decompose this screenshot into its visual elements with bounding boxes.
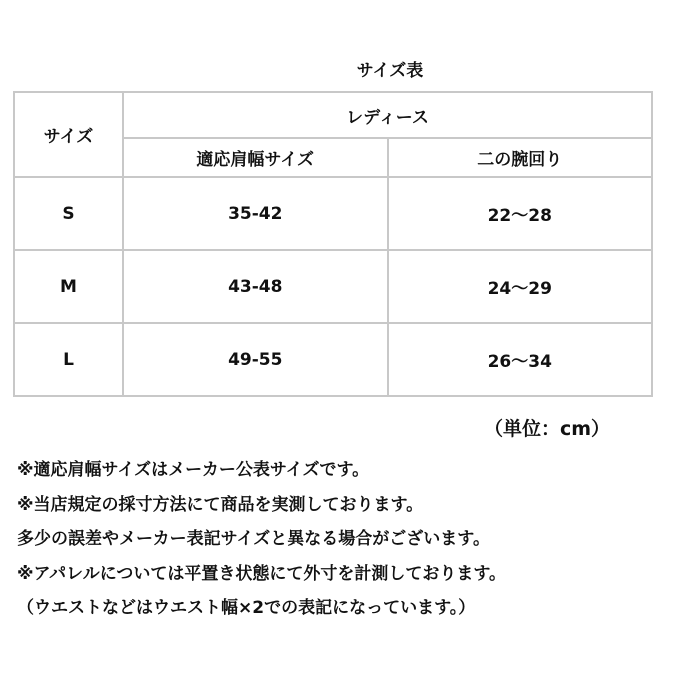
table-row — [14, 250, 652, 323]
size-cell: L — [14, 323, 123, 396]
size-cell: M — [14, 250, 123, 323]
note-line: ※適応肩幅サイズはメーカー公表サイズです。 — [17, 460, 370, 480]
upper-arm-header: 二の腕回り — [388, 138, 653, 177]
table-row — [14, 177, 652, 250]
arm-cell: 22～28 — [388, 177, 653, 250]
note-line: ※アパレルについては平置き状態にて外寸を計測しております。 — [17, 563, 507, 584]
ladies-group-header: レディース — [123, 92, 652, 138]
shoulder-width-header: 適応肩幅サイズ — [123, 138, 388, 177]
size-table — [13, 91, 653, 397]
note-line: 多少の誤差やメーカー表記サイズと異なる場合がございます。 — [17, 529, 490, 549]
arm-cell: 24～29 — [388, 250, 653, 323]
page-title: サイズ表 — [356, 61, 424, 81]
note-line: （ウエストなどはウエスト幅×2での表記になっています。） — [17, 598, 476, 618]
table-row — [14, 323, 652, 396]
shoulder-cell: 35-42 — [123, 177, 388, 250]
size-cell: S — [14, 177, 123, 250]
arm-cell: 26～34 — [388, 323, 653, 396]
shoulder-cell: 49-55 — [123, 323, 388, 396]
notes-list — [17, 458, 697, 631]
size-column-header: サイズ — [14, 92, 123, 177]
note-line: ※当店規定の採寸方法にて商品を実測しております。 — [17, 494, 424, 515]
table-header-row — [14, 92, 652, 138]
shoulder-cell: 43-48 — [123, 250, 388, 323]
unit-label: （単位：cm） — [484, 418, 611, 440]
